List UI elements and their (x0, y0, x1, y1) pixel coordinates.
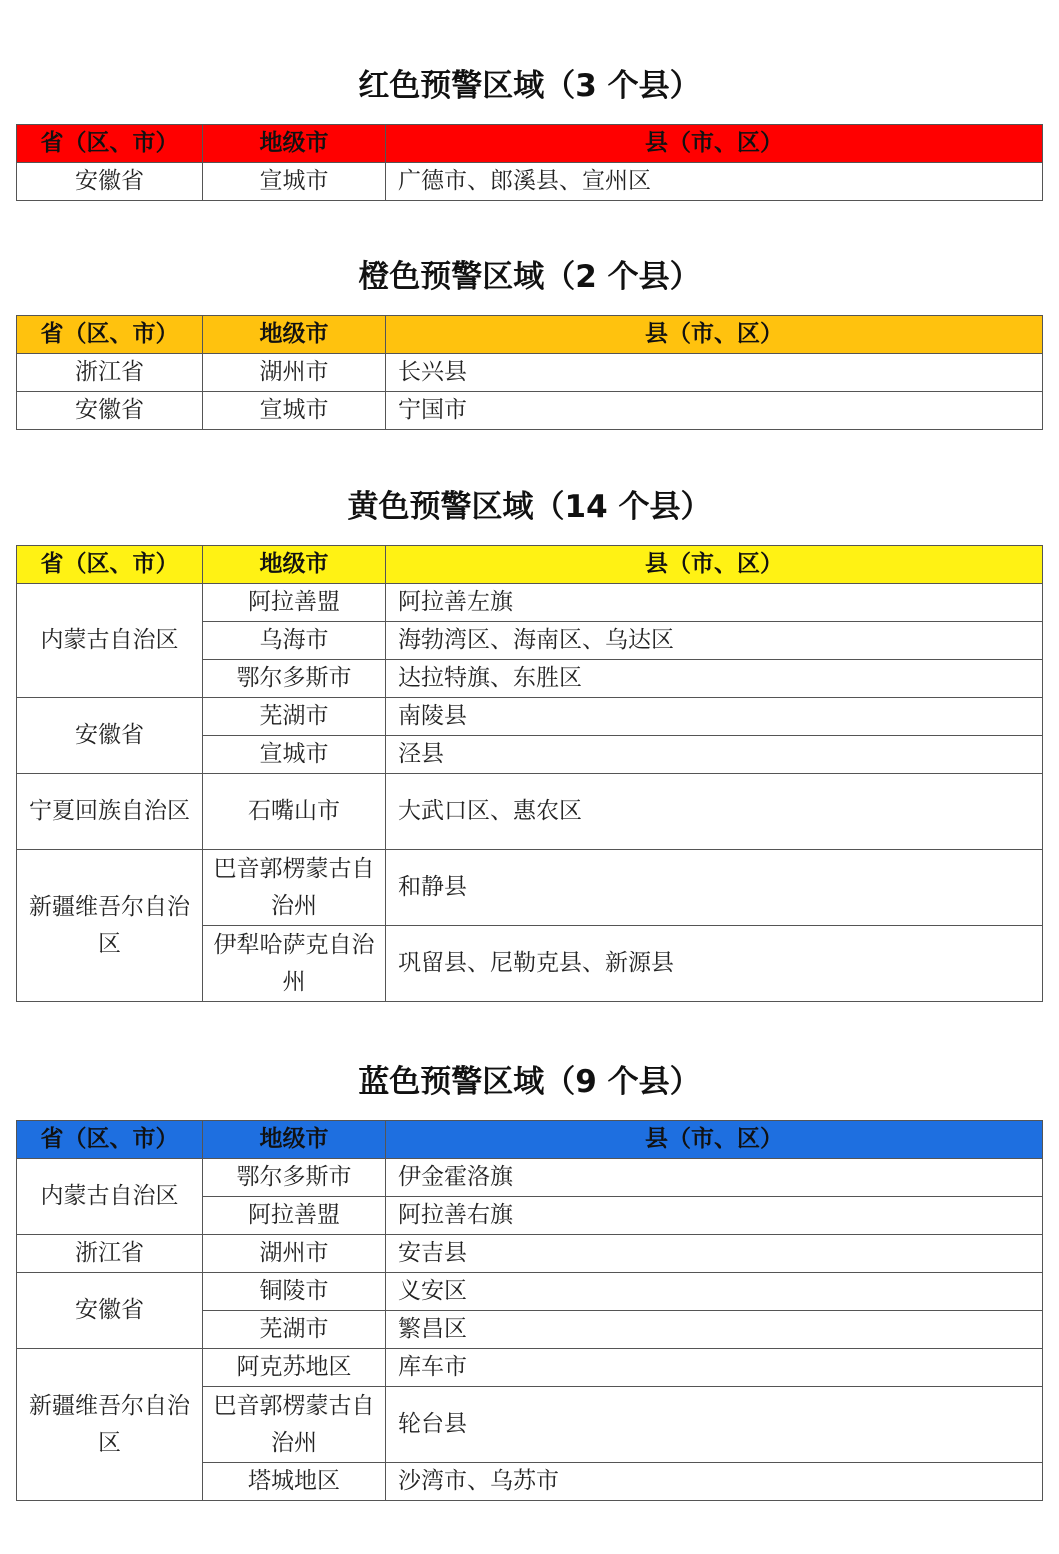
city-cell: 鄂尔多斯市 (203, 1159, 386, 1197)
table-row (17, 1273, 1043, 1311)
header-city: 地级市 (203, 316, 386, 354)
county-cell: 库车市 (386, 1349, 1043, 1387)
orange-warning-title: 橙色预警区域（2 个县） (358, 259, 701, 295)
county-cell: 伊金霍洛旗 (386, 1159, 1043, 1197)
table-row (17, 698, 1043, 736)
header-county: 县（市、区） (386, 125, 1043, 163)
table-header-row (17, 316, 1043, 354)
county-cell: 达拉特旗、东胜区 (386, 660, 1043, 698)
header-county: 县（市、区） (386, 316, 1043, 354)
header-county: 县（市、区） (386, 1121, 1043, 1159)
red-warning-title: 红色预警区域（3 个县） (358, 68, 701, 104)
yellow-warning-title: 黄色预警区域（14 个县） (347, 489, 712, 525)
city-cell: 伊犁哈萨克自治州 (203, 926, 386, 1002)
province-cell: 内蒙古自治区 (17, 1159, 203, 1235)
city-cell: 巴音郭楞蒙古自治州 (203, 850, 386, 926)
table-row (17, 1349, 1043, 1387)
header-province: 省（区、市） (17, 546, 203, 584)
county-cell: 宁国市 (386, 392, 1043, 430)
table-header-row (17, 1121, 1043, 1159)
table-header-row (17, 125, 1043, 163)
header-province: 省（区、市） (17, 316, 203, 354)
county-cell: 轮台县 (386, 1387, 1043, 1463)
table-header-row (17, 546, 1043, 584)
province-cell: 内蒙古自治区 (17, 584, 203, 698)
header-city: 地级市 (203, 1121, 386, 1159)
county-cell: 泾县 (386, 736, 1043, 774)
city-cell: 宣城市 (203, 736, 386, 774)
county-cell: 巩留县、尼勒克县、新源县 (386, 926, 1043, 1002)
city-cell: 乌海市 (203, 622, 386, 660)
table-row (17, 1235, 1043, 1273)
table-row (17, 392, 1043, 430)
city-cell: 湖州市 (203, 354, 386, 392)
city-cell: 湖州市 (203, 1235, 386, 1273)
city-cell: 鄂尔多斯市 (203, 660, 386, 698)
city-cell: 阿拉善盟 (203, 1197, 386, 1235)
city-cell: 巴音郭楞蒙古自治州 (203, 1387, 386, 1463)
province-cell: 安徽省 (17, 392, 203, 430)
county-cell: 南陵县 (386, 698, 1043, 736)
province-cell: 安徽省 (17, 698, 203, 774)
county-cell: 阿拉善左旗 (386, 584, 1043, 622)
table-row (17, 163, 1043, 201)
province-cell: 安徽省 (17, 163, 203, 201)
county-cell: 长兴县 (386, 354, 1043, 392)
header-province: 省（区、市） (17, 125, 203, 163)
province-cell: 新疆维吾尔自治区 (17, 1349, 203, 1501)
city-cell: 铜陵市 (203, 1273, 386, 1311)
county-cell: 沙湾市、乌苏市 (386, 1463, 1043, 1501)
header-county: 县（市、区） (386, 546, 1043, 584)
city-cell: 芜湖市 (203, 698, 386, 736)
province-cell: 宁夏回族自治区 (17, 774, 203, 850)
county-cell: 广德市、郎溪县、宣州区 (386, 163, 1043, 201)
yellow-warning-table (16, 545, 1043, 1002)
header-city: 地级市 (203, 546, 386, 584)
header-province: 省（区、市） (17, 1121, 203, 1159)
city-cell: 芜湖市 (203, 1311, 386, 1349)
city-cell: 塔城地区 (203, 1463, 386, 1501)
city-cell: 阿克苏地区 (203, 1349, 386, 1387)
table-row (17, 354, 1043, 392)
county-cell: 海勃湾区、海南区、乌达区 (386, 622, 1043, 660)
city-cell: 宣城市 (203, 392, 386, 430)
county-cell: 和静县 (386, 850, 1043, 926)
city-cell: 石嘴山市 (203, 774, 386, 850)
blue-warning-table (16, 1120, 1043, 1501)
table-row (17, 584, 1043, 622)
table-row (17, 774, 1043, 850)
table-row (17, 1159, 1043, 1197)
province-cell: 新疆维吾尔自治区 (17, 850, 203, 1002)
orange-warning-table (16, 315, 1043, 430)
county-cell: 安吉县 (386, 1235, 1043, 1273)
city-cell: 阿拉善盟 (203, 584, 386, 622)
county-cell: 大武口区、惠农区 (386, 774, 1043, 850)
county-cell: 繁昌区 (386, 1311, 1043, 1349)
blue-warning-title: 蓝色预警区域（9 个县） (358, 1064, 701, 1100)
province-cell: 浙江省 (17, 354, 203, 392)
county-cell: 阿拉善右旗 (386, 1197, 1043, 1235)
table-row (17, 850, 1043, 926)
city-cell: 宣城市 (203, 163, 386, 201)
province-cell: 浙江省 (17, 1235, 203, 1273)
header-city: 地级市 (203, 125, 386, 163)
province-cell: 安徽省 (17, 1273, 203, 1349)
red-warning-table (16, 124, 1043, 201)
county-cell: 义安区 (386, 1273, 1043, 1311)
